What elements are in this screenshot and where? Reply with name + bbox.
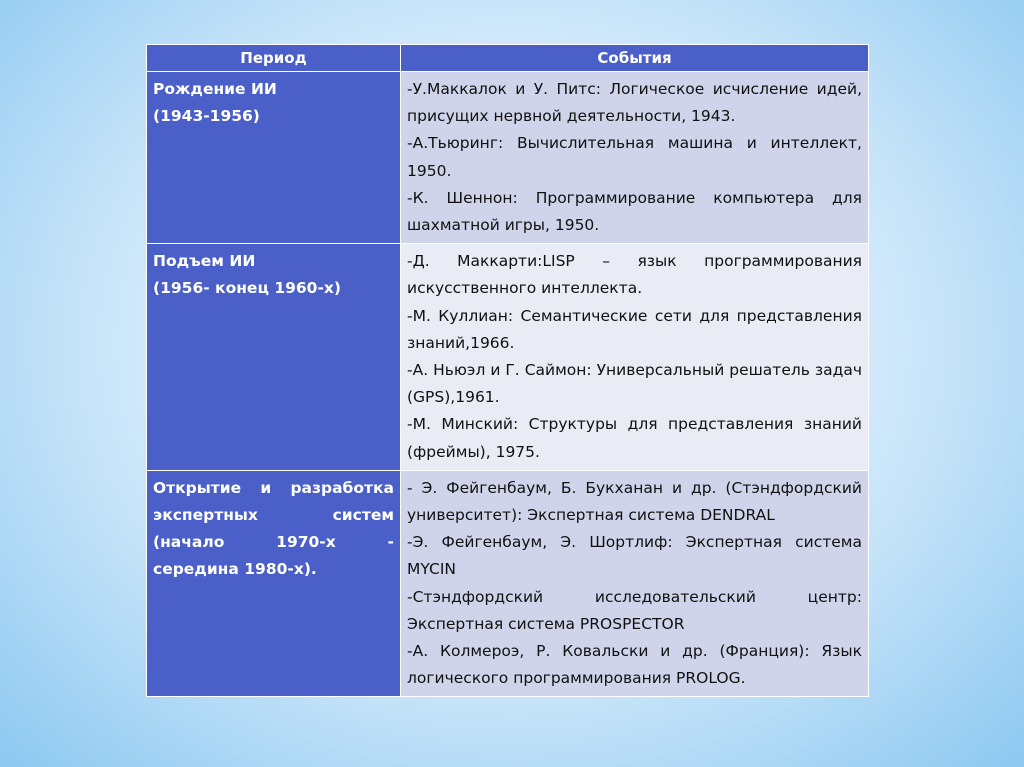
table-row <box>147 244 869 471</box>
event-item: -А. Ньюэл и Г. Саймон: Универсальный решатель задач (GPS),1961. <box>407 361 862 407</box>
event-item: -А.Тьюринг: Вычислительная машина и интеллект, 1950. <box>407 134 862 180</box>
events-cell <box>401 72 869 244</box>
event-item: -К. Шеннон: Программирование компьютера для шахматной игры, 1950. <box>407 188 862 235</box>
period-line: Подъем ИИ <box>153 252 256 271</box>
period-cell <box>147 72 401 244</box>
event-item: - Э. Фейгенбаум, Б. Букханан и др. (Стэндфордский университет): Экспертная система DENDRAL <box>407 478 862 525</box>
header-row <box>147 45 869 72</box>
period-line: (начало 1970-х - <box>153 532 394 551</box>
ai-history-table <box>146 44 869 697</box>
event-item: -У.Маккалок и У. Питс: Логическое исчисление идей, присущих нервной деятельности, 1943. <box>407 80 862 126</box>
events-cell <box>401 244 869 471</box>
period-cell <box>147 244 401 471</box>
header-events: События <box>401 45 869 72</box>
event-item: -А. Колмероэ, Р. Ковальски и др. (Франция): Язык логического программирования PROLOG. <box>407 642 862 688</box>
period-line: Открытие и разработка <box>153 478 394 497</box>
period-line: (1956- конец 1960-х) <box>153 279 341 298</box>
events-cell <box>401 470 869 697</box>
period-line: (1943-1956) <box>153 107 260 125</box>
table-row <box>147 470 869 697</box>
event-item: -Э. Фейгенбаум, Э. Шортлиф: Экспертная система MYCIN <box>407 533 862 579</box>
table-row <box>147 72 869 244</box>
period-line: Рождение ИИ <box>153 80 277 98</box>
header-period: Период <box>147 45 401 72</box>
event-item: -Стэндфордский исследовательский центр: Экспертная система PROSPECTOR <box>407 587 862 633</box>
event-item: -М. Минский: Структуры для представления знаний (фреймы), 1975. <box>407 415 862 461</box>
period-line: экспертных систем <box>153 505 394 524</box>
period-line: середина 1980-х). <box>153 559 317 578</box>
period-cell <box>147 470 401 697</box>
event-item: -Д. Маккарти:LISP – язык программирования искусственного интеллекта. <box>407 252 862 298</box>
event-item: -М. Куллиан: Семантические сети для представления знаний,1966. <box>407 306 862 352</box>
